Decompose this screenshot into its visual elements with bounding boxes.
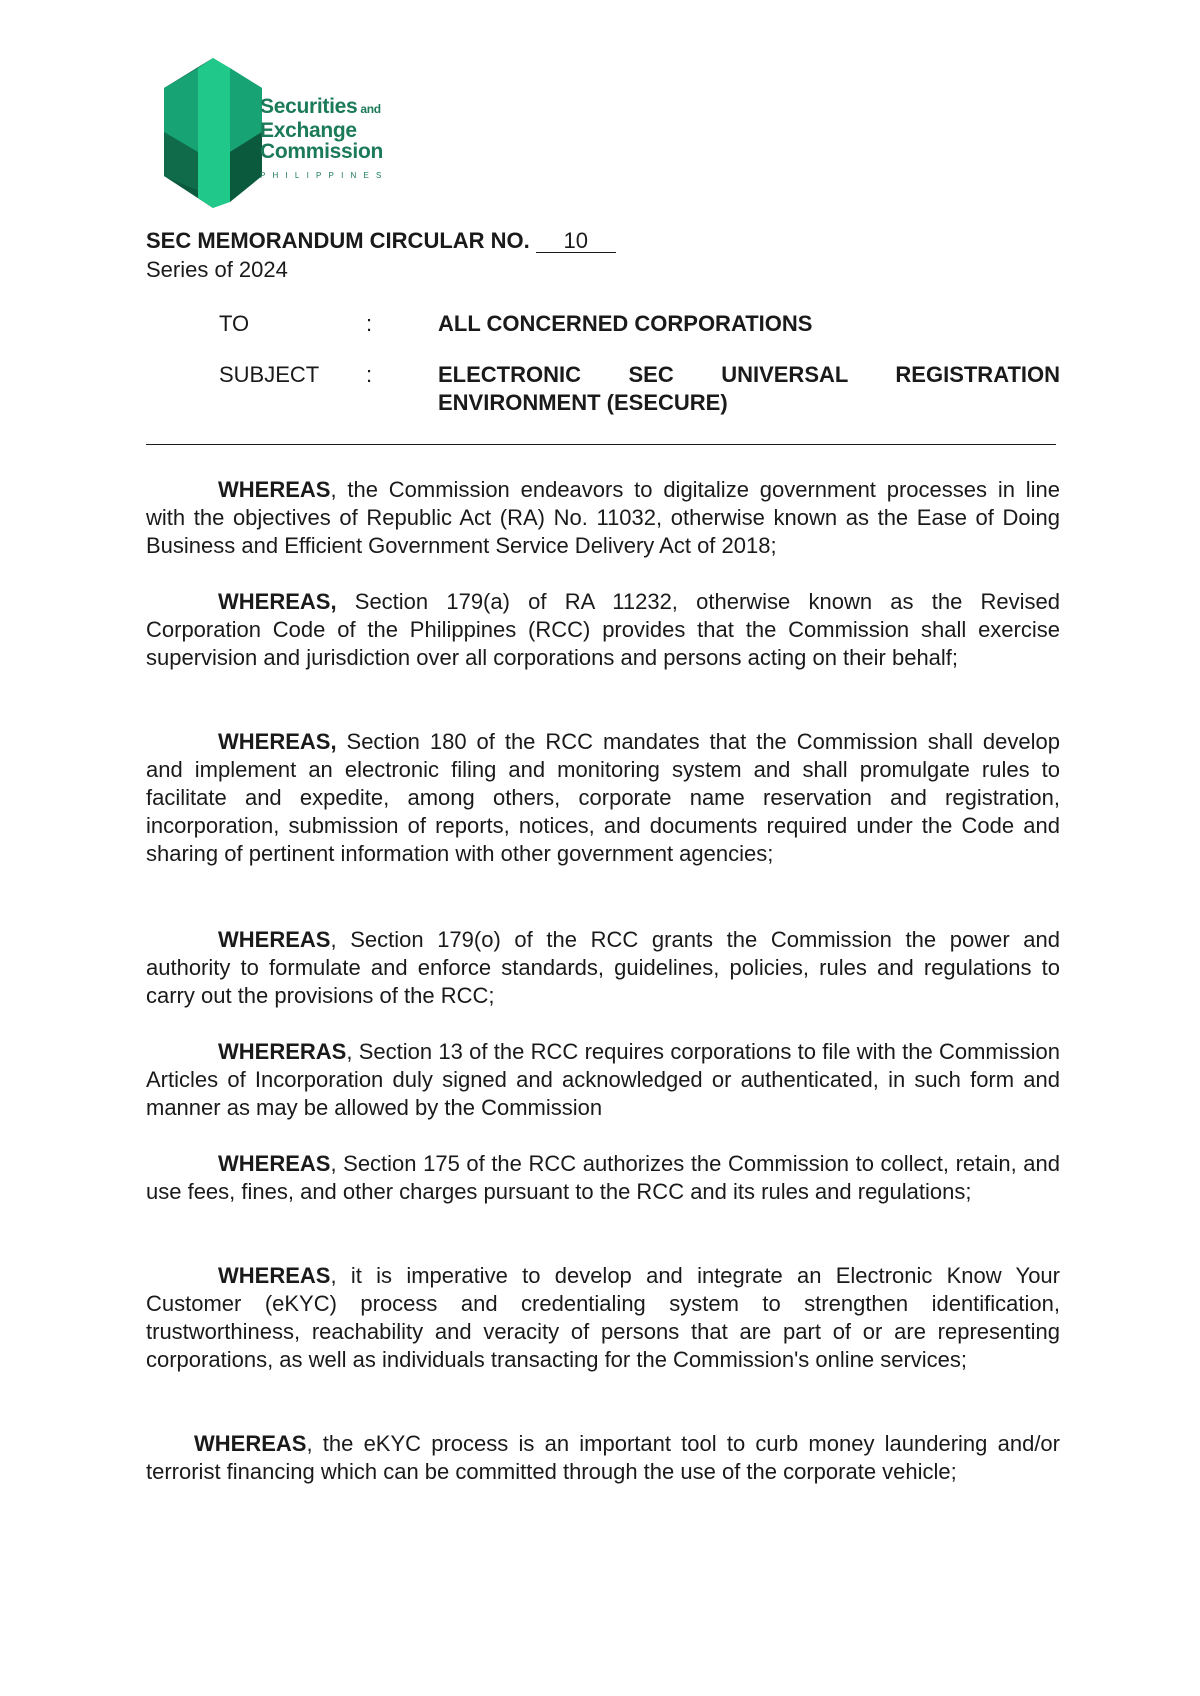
- subject-colon: :: [366, 362, 373, 387]
- paragraph-text: , the eKYC process is an important tool to curb money laundering and/or terrorist financing which can be committed through the use of the corporate vehicle;: [146, 1431, 1060, 1484]
- to-colon: :: [366, 311, 373, 336]
- sec-logo-text: [260, 96, 389, 186]
- subject-value-line1: ELECTRONIC SEC UNIVERSAL REGISTRATION: [438, 362, 1060, 387]
- memo-title-text: SEC MEMORANDUM CIRCULAR NO.: [146, 228, 530, 253]
- whereas-paragraph-5: [146, 1038, 1060, 1122]
- whereas-paragraph-3: [146, 728, 1060, 868]
- whereas-paragraph-4: [146, 926, 1060, 1010]
- sec-logo: [158, 56, 408, 212]
- paragraph-text: , it is imperative to develop and integrate an Electronic Know Your Customer (eKYC) process and credentialing system to strengthen identification, trustworthiness, reachability and veracity of persons that are part of or are representing corporations, as well as individuals transacting for the Commission's online services;: [146, 1263, 1060, 1372]
- whereas-lead: WHEREAS: [194, 1431, 307, 1456]
- memo-series: Series of 2024: [146, 257, 288, 282]
- whereas-lead: WHERERAS: [218, 1039, 347, 1064]
- whereas-lead: WHEREAS: [218, 1263, 331, 1288]
- logo-country: PHILIPPINES: [260, 171, 389, 180]
- whereas-paragraph-2: [146, 588, 1060, 672]
- sec-logo-mark-icon: [158, 56, 268, 212]
- paragraph-text: Section 180 of the RCC mandates that the Commission shall develop and implement an electronic filing and monitoring system and shall promulgate rules to facilitate and expedite, among others, corporate name reservation and registration, incorporation, submission of reports, notices, and documents required under the Code and sharing of pertinent information with other government agencies;: [146, 729, 1060, 866]
- subject-value-line2: ENVIRONMENT (ESECURE): [438, 390, 728, 415]
- paragraph-text: , Section 13 of the RCC requires corporations to file with the Commission Articles of Incorporation duly signed and acknowledged or authenticated, in such form and manner as may be allowed by the Commission: [146, 1039, 1060, 1120]
- whereas-lead: WHEREAS: [218, 1151, 331, 1176]
- whereas-lead: WHEREAS: [218, 477, 331, 502]
- logo-line-commission: Commission: [260, 140, 384, 163]
- whereas-paragraph-6: [146, 1150, 1060, 1206]
- header-divider: [146, 444, 1056, 445]
- whereas-paragraph-1: [146, 476, 1060, 560]
- memo-title: [146, 228, 616, 254]
- paragraph-text: , Section 175 of the RCC authorizes the Commission to collect, retain, and use fees, fines, and other charges pursuant to the RCC and its rules and regulations;: [146, 1151, 1060, 1204]
- memo-number: 10: [536, 230, 616, 253]
- whereas-paragraph-8: [146, 1430, 1060, 1486]
- to-value: ALL CONCERNED CORPORATIONS: [438, 311, 813, 336]
- paragraph-text: , Section 179(o) of the RCC grants the Commission the power and authority to formulate and enforce standards, guidelines, policies, rules and regulations to carry out the provisions of the RCC;: [146, 927, 1060, 1008]
- paragraph-text: , the Commission endeavors to digitalize government processes in line with the objectives of Republic Act (RA) No. 11032, otherwise known as the Ease of Doing Business and Efficient Government Service Delivery Act of 2018;: [146, 477, 1060, 558]
- paragraph-text: Section 179(a) of RA 11232, otherwise known as the Revised Corporation Code of the Philippines (RCC) provides that the Commission shall exercise supervision and jurisdiction over all corporations and persons acting on their behalf;: [146, 589, 1060, 670]
- to-label: TO: [219, 311, 250, 336]
- whereas-lead: WHEREAS,: [218, 589, 337, 614]
- subject-label: SUBJECT: [219, 362, 320, 387]
- whereas-lead: WHEREAS,: [218, 729, 337, 754]
- whereas-paragraph-7: [146, 1262, 1060, 1374]
- logo-line-securities: Securities and: [260, 95, 381, 118]
- whereas-lead: WHEREAS: [218, 927, 331, 952]
- logo-line-exchange: Exchange: [260, 119, 357, 142]
